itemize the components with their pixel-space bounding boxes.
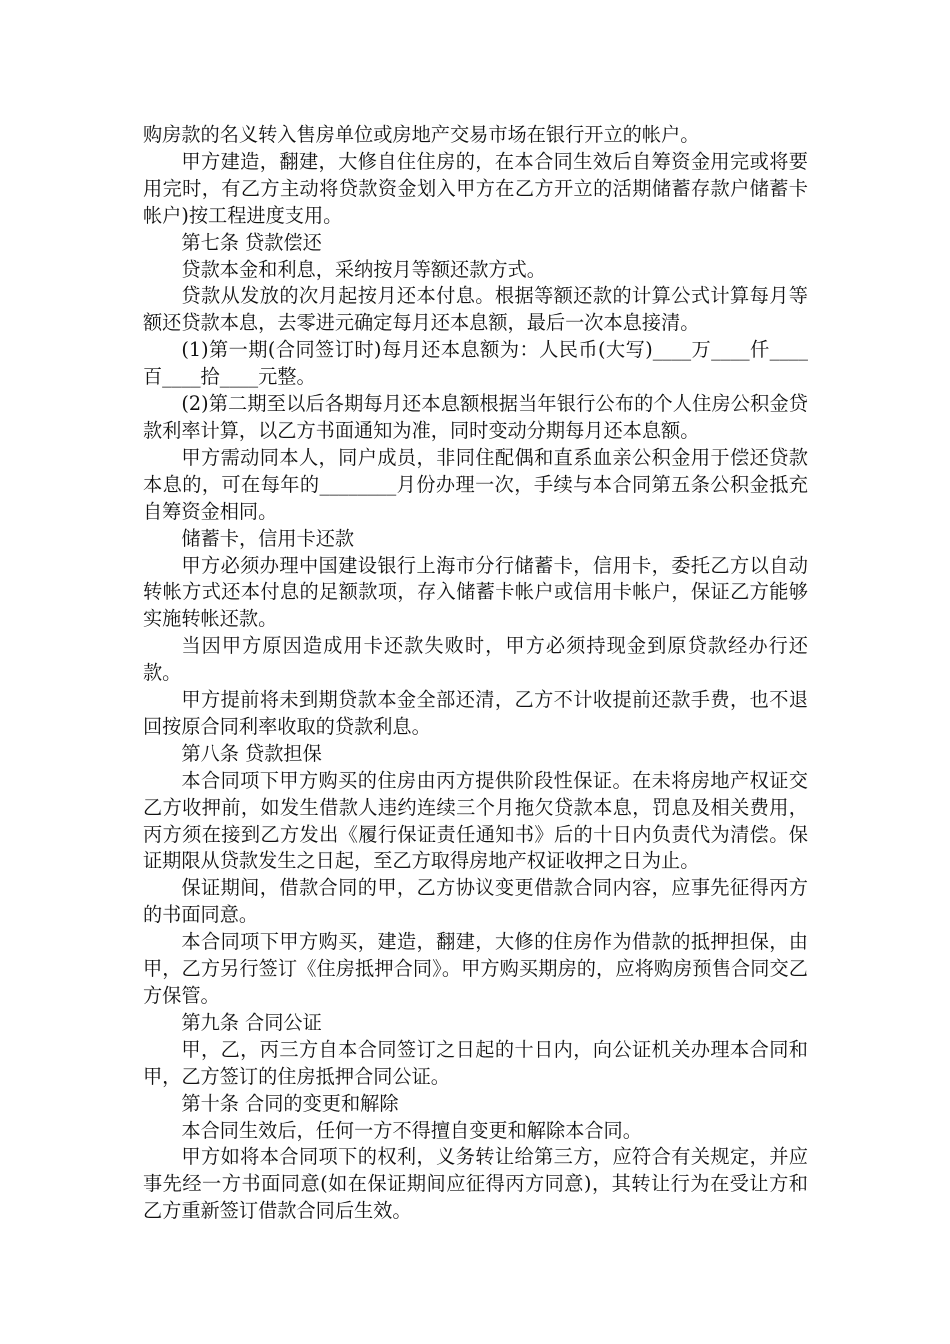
paragraph: 甲，乙，丙三方自本合同签订之日起的十日内，向公证机关办理本合同和甲，乙方签订的住房抵押合同公证。 bbox=[143, 1037, 808, 1088]
section-heading: 第八条 贷款担保 bbox=[181, 741, 322, 765]
section-heading: 第七条 贷款偿还 bbox=[181, 230, 322, 254]
paragraph: (2)第二期至以后各期每月还本息额根据当年银行公布的个人住房公积金贷款利率计算，以乙方书面通知为准，同时变动分期每月还本息额。 bbox=[143, 392, 808, 442]
paragraph: 保证期间，借款合同的甲，乙方协议变更借款合同内容，应事先征得丙方的书面同意。 bbox=[143, 876, 808, 927]
section-heading: 第十条 合同的变更和解除 bbox=[181, 1091, 399, 1115]
paragraph: 甲方如将本合同项下的权利，义务转让给第三方，应符合有关规定，并应事先经一方书面同意(如在保证期间应征得丙方同意)，其转让行为在受让方和乙方重新签订借款合同后生效。 bbox=[143, 1145, 808, 1223]
paragraph: 甲方必须办理中国建设银行上海市分行储蓄卡，信用卡，委托乙方以自动转帐方式还本付息的足额款项，存入储蓄卡帐户或信用卡帐户，保证乙方能够实施转帐还款。 bbox=[143, 553, 808, 631]
paragraph: 甲方建造，翻建，大修自住住房的，在本合同生效后自筹资金用完或将要用完时，有乙方主动将贷款资金划入甲方在乙方开立的活期储蓄存款户储蓄卡帐户)按工程进度支用。 bbox=[143, 149, 808, 227]
paragraph: 本合同生效后，任何一方不得擅自变更和解除本合同。 bbox=[181, 1118, 642, 1142]
paragraph: 甲方提前将未到期贷款本金全部还清，乙方不计收提前还款手费，也不退回按原合同利率收取的贷款利息。 bbox=[143, 688, 808, 738]
paragraph: 贷款从发放的次月起按月还本付息。根据等额还款的计算公式计算每月等额还贷款本息，去零进元确定每月还本息额，最后一次本息接清。 bbox=[143, 284, 808, 335]
paragraph: 本合同项下甲方购买的住房由丙方提供阶段性保证。在未将房地产权证交乙方收押前，如发生借款人违约连续三个月拖欠贷款本息，罚息及相关费用，丙方须在接到乙方发出《履行保证责任通知书》后的十日内负责代为清偿。保证期限从贷款发生之日起，至乙方取得房地产权证收押之日为止。 bbox=[143, 768, 808, 873]
paragraph: 贷款本金和利息，采纳按月等额还款方式。 bbox=[181, 257, 546, 281]
section-heading: 储蓄卡，信用卡还款 bbox=[181, 526, 355, 550]
paragraph: 购房款的名义转入售房单位或房地产交易市场在银行开立的帐户。 bbox=[143, 123, 700, 146]
paragraph: 当因甲方原因造成用卡还款失败时，甲方必须持现金到原贷款经办行还款。 bbox=[143, 634, 808, 685]
document-page bbox=[143, 122, 808, 1225]
section-heading: 第九条 合同公证 bbox=[181, 1010, 322, 1034]
paragraph: 本合同项下甲方购买，建造，翻建，大修的住房作为借款的抵押担保，由甲，乙方另行签订《住房抵押合同》。甲方购买期房的，应将购房预售合同交乙方保管。 bbox=[143, 930, 808, 1007]
paragraph: (1)第一期(合同签订时)每月还本息额为：人民币(大写)____万____仟____百____拾____元整。 bbox=[143, 338, 808, 389]
paragraph: 甲方需动同本人，同户成员，非同住配偶和直系血亲公积金用于偿还贷款本息的，可在每年的________月份办理一次，手续与本合同第五条公积金抵充自筹资金相同。 bbox=[143, 445, 808, 523]
